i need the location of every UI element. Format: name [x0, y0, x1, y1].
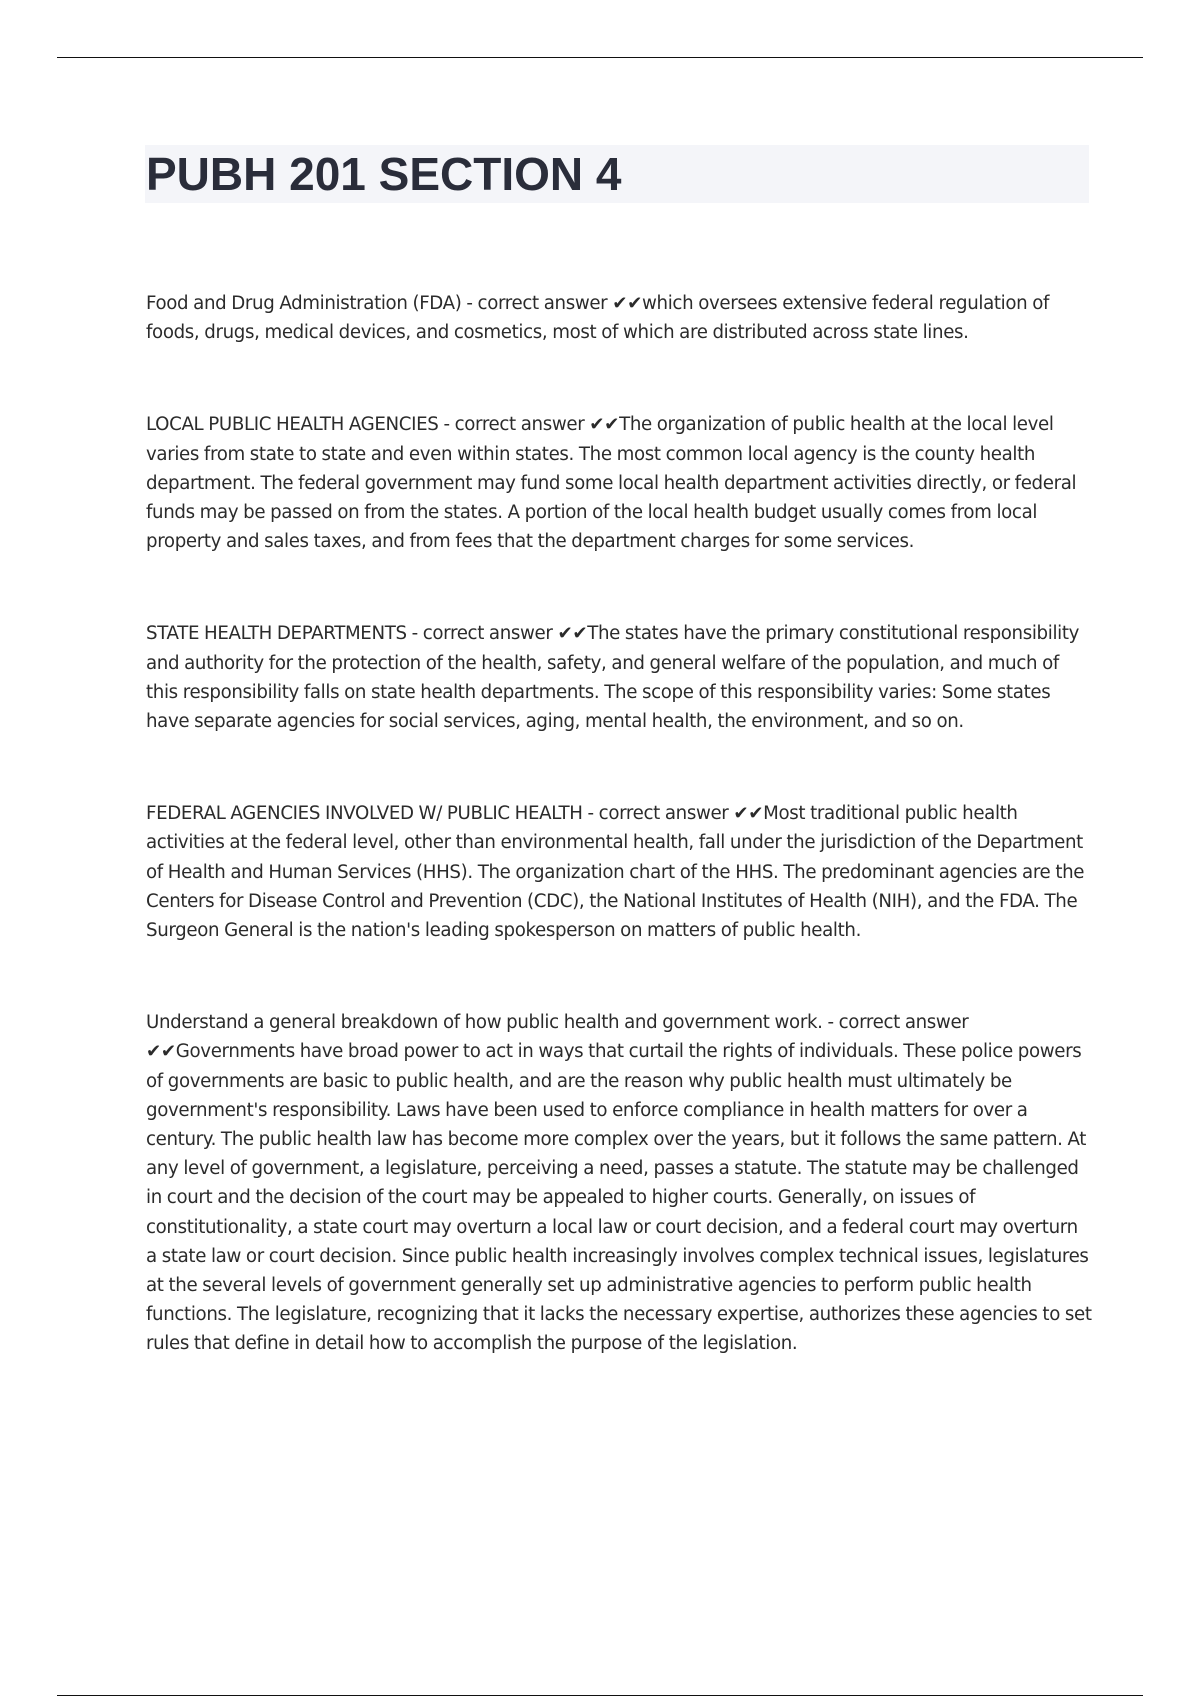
check-mark-icon: ✔✔: [733, 803, 764, 825]
top-rule: [57, 57, 1143, 58]
entry-local-agencies: [146, 410, 1092, 556]
check-mark-icon: ✔✔: [612, 293, 643, 314]
entry-definition: The states have the primary constitutional responsibility and authority for the protection of the health, safety, and general welfare of the population, and much of this responsibility falls on state health departments. The scope of this responsibility varies: Some states have separate agencies for social services, aging, mental health, the environment, and so on.: [146, 623, 1080, 733]
entry-separator: - correct answer: [406, 623, 558, 645]
check-mark-icon: ✔✔: [557, 623, 588, 645]
entry-federal-agencies: [146, 799, 1092, 945]
entry-list: [146, 289, 1092, 1422]
entry-separator: - correct answer: [438, 414, 590, 436]
entry-term: Food and Drug Administration (FDA): [146, 293, 462, 314]
entry-definition: Governments have broad power to act in ways that curtail the rights of individuals. These police powers of governments are basic to public health, and are the reason why public health must ultimately be government's responsibility. Laws have been used to enforce compliance in health matters for over a century. The public health law has become more complex over the years, but it follows the same pattern. At any level of government, a legislature, perceiving a need, passes a statute. The statute may be challenged in court and the decision of the court may be appealed to higher courts. Generally, on issues of constitutionality, a state court may overturn a local law or court decision, and a federal court may overturn a state law or court decision. Since public health increasingly involves complex technical issues, legislatures at the several levels of government generally set up administrative agencies to perform public health functions. The legislature, recognizing that it lacks the necessary expertise, authorizes these agencies to set rules that define in detail how to accomplish the purpose of the legislation.: [146, 1041, 1092, 1355]
entry-definition: Most traditional public health activities at the federal level, other than environmental health, fall under the jurisdiction of the Department of Health and Human Services (HHS). The organization chart of the HHS. The predominant agencies are the Centers for Disease Control and Prevention (CDC), the National Institutes of Health (NIH), and the FDA. The Surgeon General is the nation's leading spokesperson on matters of public health.: [146, 803, 1085, 942]
entry-state-departments: [146, 619, 1092, 736]
entry-separator: - correct answer: [461, 293, 613, 314]
check-mark-icon: ✔✔: [589, 414, 620, 436]
entry-term: LOCAL PUBLIC HEALTH AGENCIES: [146, 414, 439, 436]
entry-fda: [146, 289, 1092, 347]
check-mark-icon: ✔✔: [146, 1041, 176, 1063]
entry-separator: - correct answer: [822, 1012, 969, 1034]
entry-public-health-government: [146, 1008, 1092, 1358]
entry-term: FEDERAL AGENCIES INVOLVED W/ PUBLIC HEALTH: [146, 803, 583, 825]
bottom-rule: [57, 1695, 1143, 1696]
entry-definition: which oversees extensive federal regulation of foods, drugs, medical devices, and cosmetics, most of which are distributed across state lines.: [146, 293, 1050, 344]
document-title: PUBH 201 SECTION 4: [146, 148, 622, 200]
entry-separator: - correct answer: [582, 803, 734, 825]
entry-term: STATE HEALTH DEPARTMENTS: [146, 623, 407, 645]
entry-term: Understand a general breakdown of how public health and government work.: [146, 1012, 823, 1034]
entry-definition: The organization of public health at the local level varies from state to state and even within states. The most common local agency is the county health department. The federal government may fund some local health department activities directly, or federal funds may be passed on from the states. A portion of the local health budget usually comes from local property and sales taxes, and from fees that the department charges for some services.: [146, 414, 1077, 553]
